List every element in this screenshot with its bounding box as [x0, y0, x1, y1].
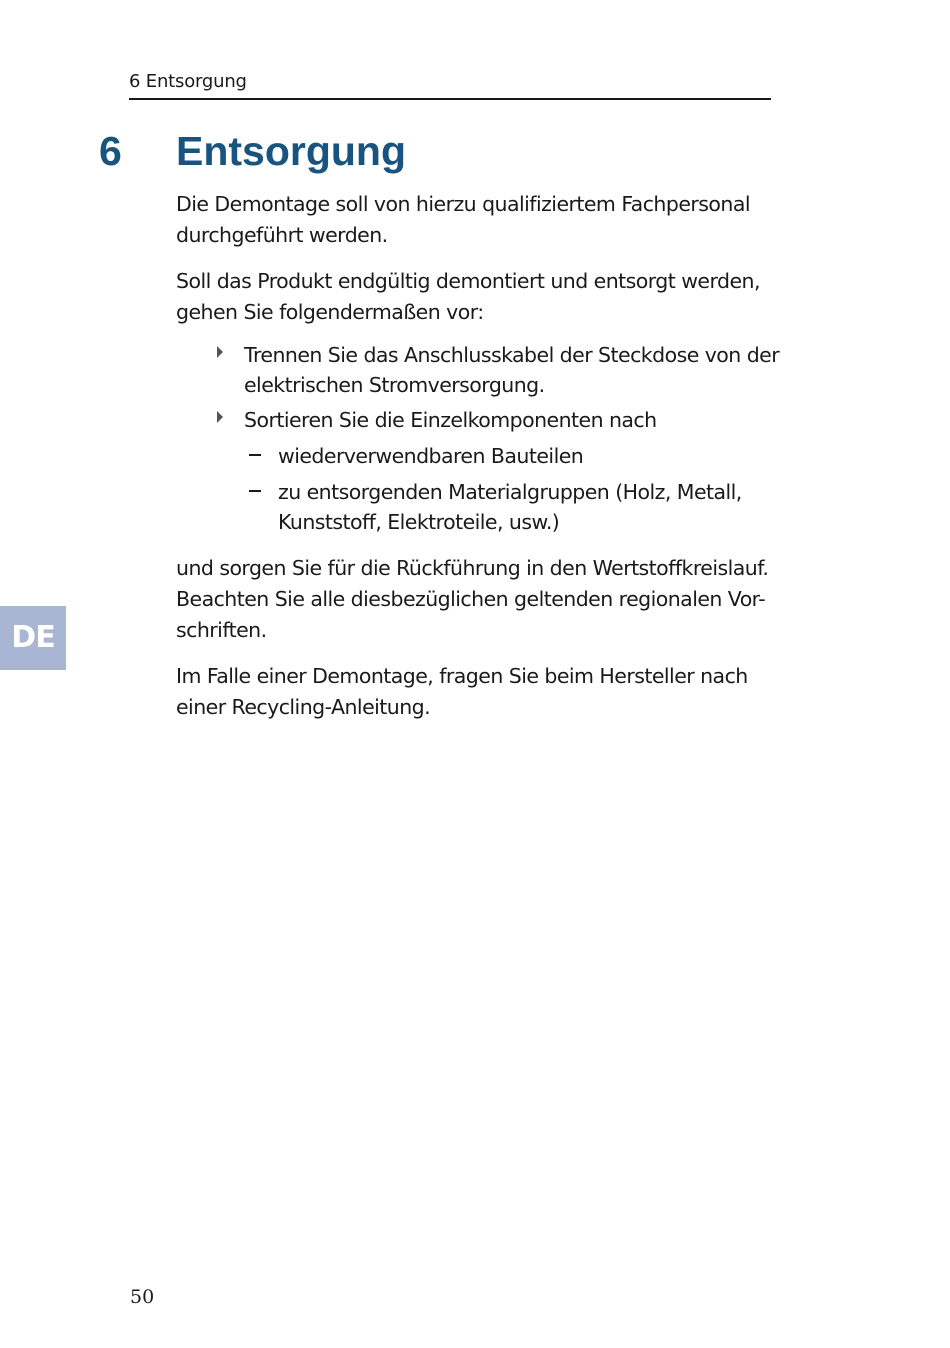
list-item [176, 405, 796, 537]
sub-item-text: wiederverwendbaren Bauteilen [278, 444, 584, 468]
running-header [129, 70, 771, 100]
chapter-title: Entsorgung [176, 128, 407, 174]
sub-list-item [244, 477, 796, 537]
step-text: Trennen Sie das Anschlusskabel der Steckdose von der elektrischen Stromversorgung. [244, 343, 780, 397]
page-number: 50 [130, 1286, 155, 1308]
triangle-right-icon [217, 346, 223, 358]
steps-list [176, 340, 796, 537]
sub-list [244, 441, 796, 537]
chapter-body [176, 189, 796, 738]
triangle-right-icon [217, 411, 223, 423]
language-tab: DE [0, 606, 66, 670]
list-item [176, 340, 796, 400]
step-text: Sortieren Sie die Einzelkomponenten nach [244, 408, 657, 432]
chapter-number: 6 [99, 128, 122, 174]
lead-paragraph: Soll das Produkt endgültig demontiert und entsorgt werden, gehen Sie folgendermaßen vor: [176, 269, 760, 324]
dash-icon [249, 490, 261, 492]
running-header-title: 6 Entsorgung [129, 71, 247, 92]
sub-item-text: zu entsorgenden Materialgruppen (Holz, Metall, Kunststoff, Elektroteile, usw.) [278, 480, 742, 534]
sub-list-item [244, 441, 796, 471]
intro-paragraph: Die Demontage soll von hierzu qualifiziertem Fachpersonal durchgeführt werden. [176, 192, 750, 247]
after-paragraph: und sorgen Sie für die Rückführung in den Wertstoffkreislauf. Beachten Sie alle diesbezüglichen geltenden regionalen Vor-schriften. [176, 556, 769, 642]
dash-icon [249, 454, 261, 456]
closing-paragraph: Im Falle einer Demontage, fragen Sie beim Hersteller nach einer Recycling-Anleitung. [176, 664, 748, 719]
